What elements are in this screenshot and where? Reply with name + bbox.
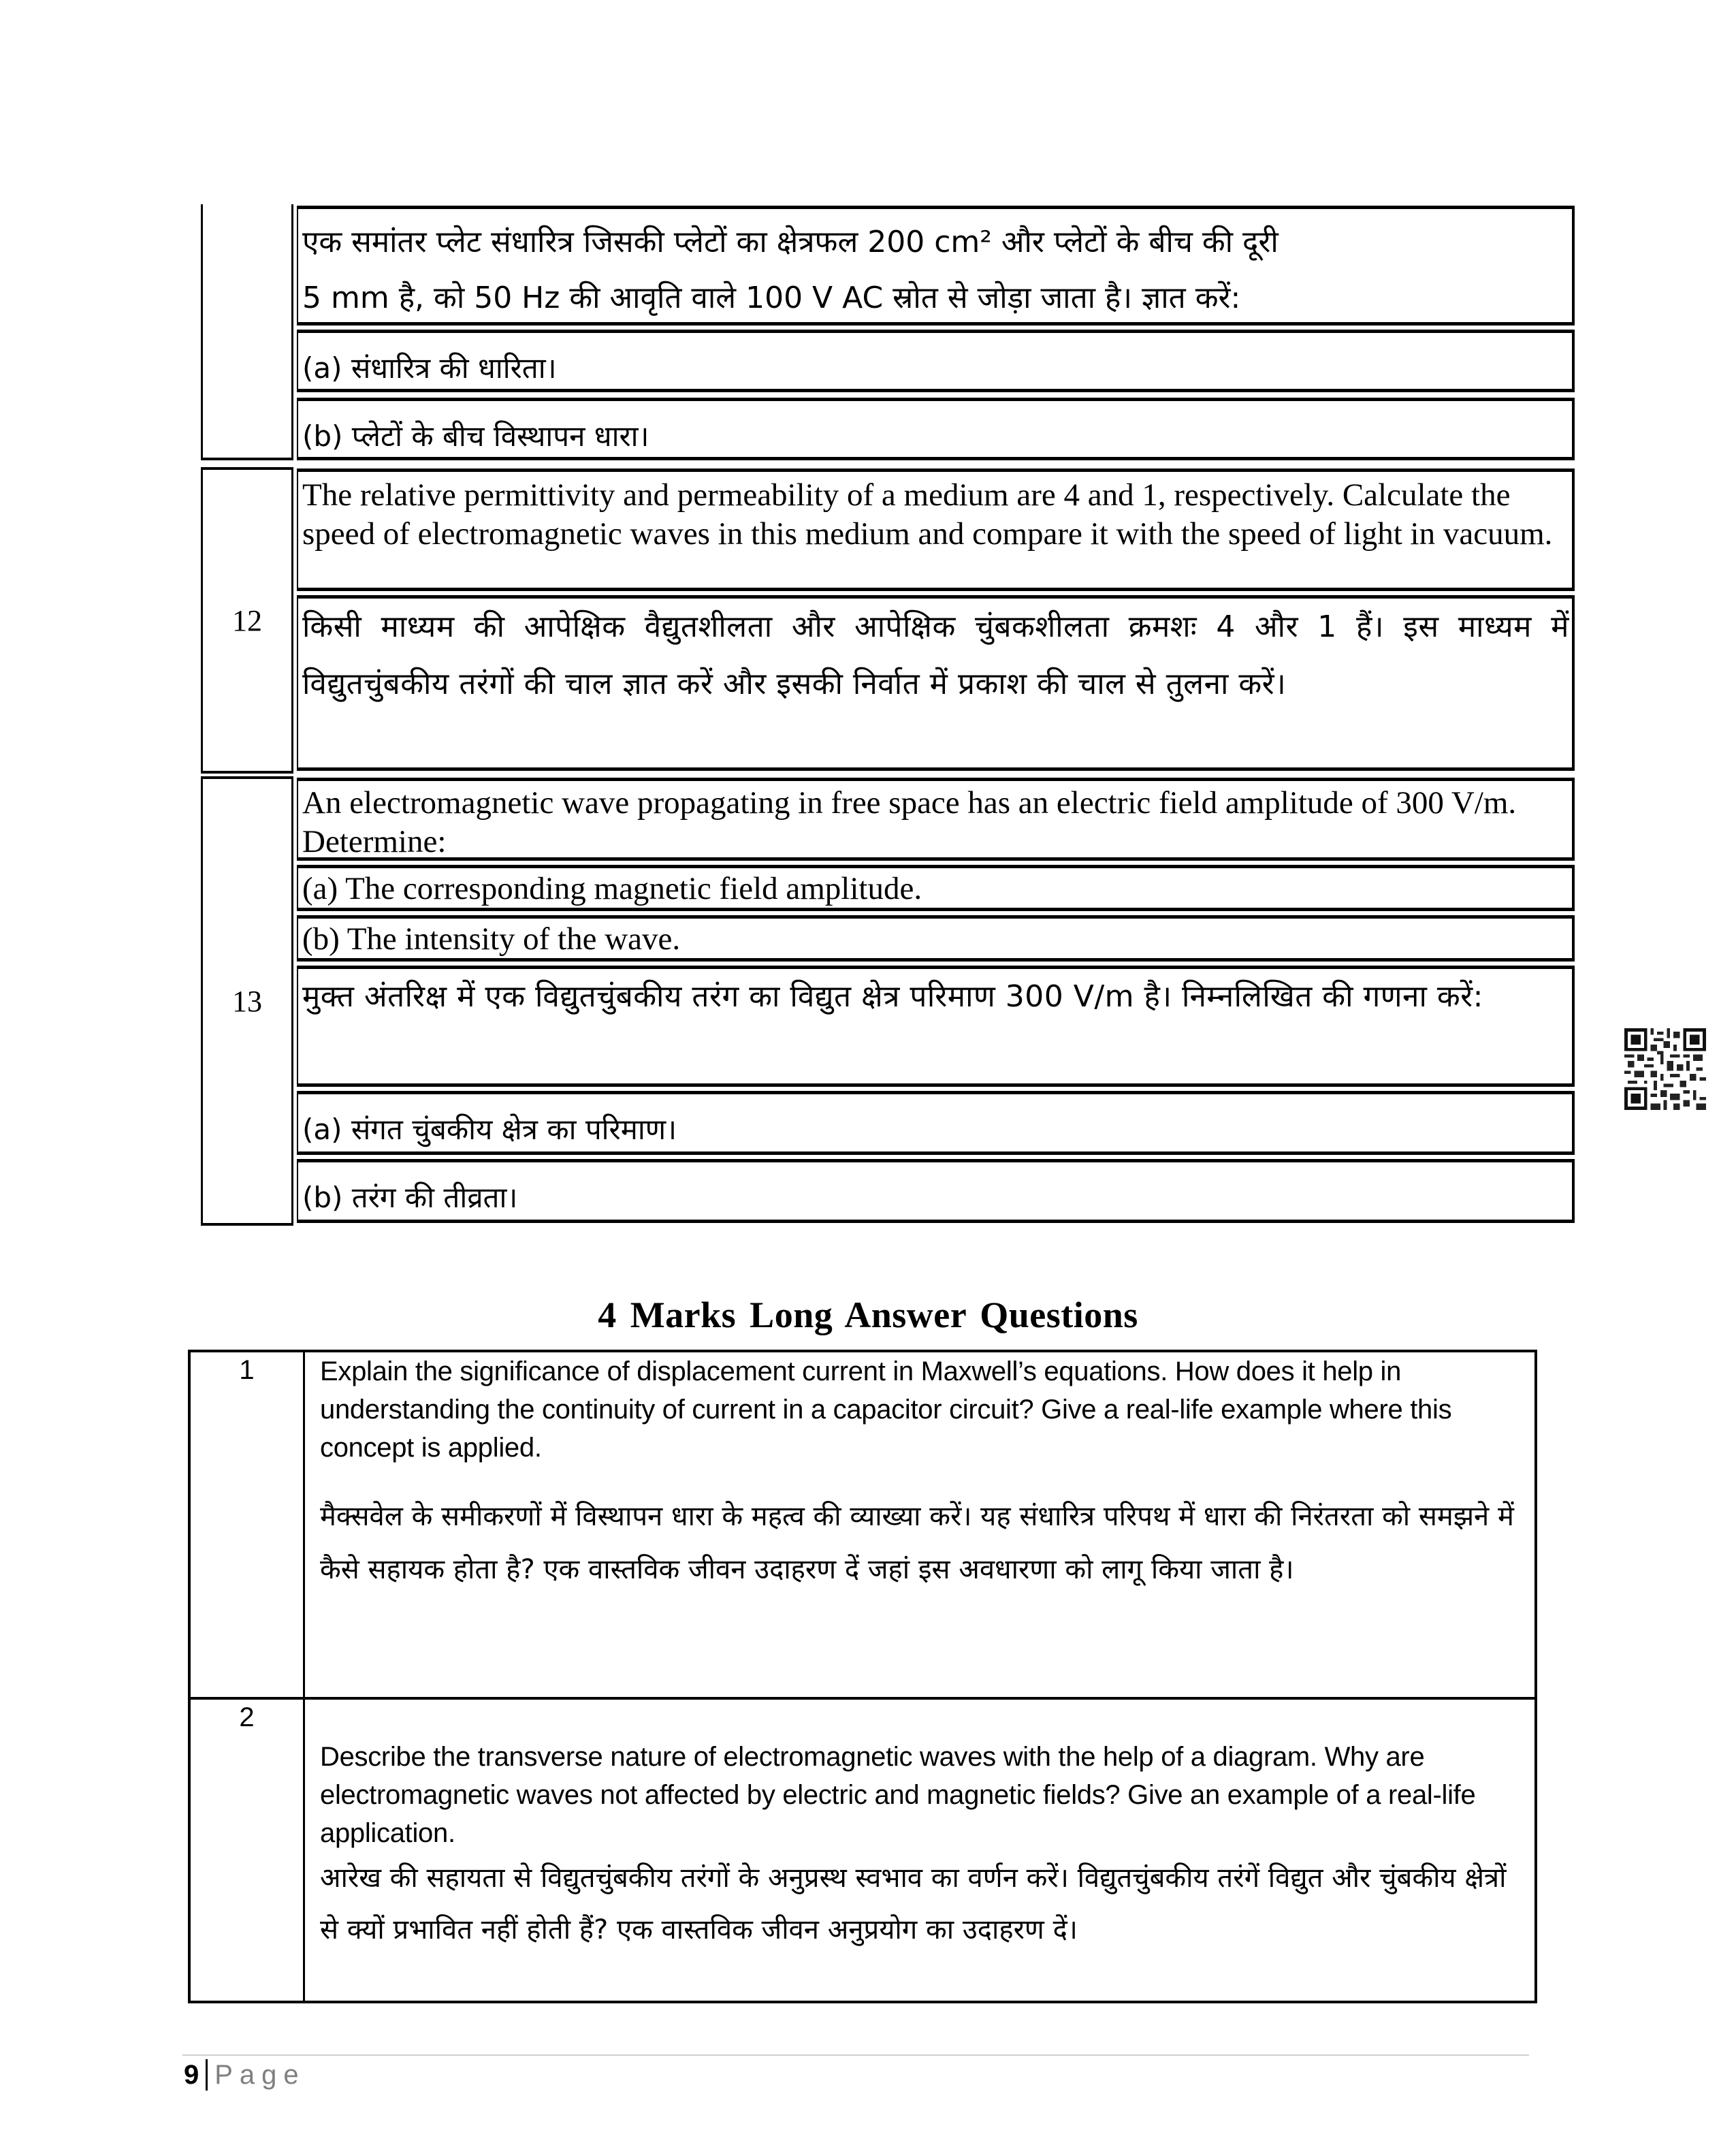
footer-separator (206, 2059, 208, 2091)
q13-part-a-english: (a) The corresponding magnetic field amplitude. (302, 871, 922, 906)
q12-stem-hindi-cell (297, 595, 1575, 771)
question-text-hindi: मैक्सवेल के समीकरणों में विस्थापन धारा के महत्व की व्याख्या करें। यह संधारित्र परिपथ में धारा की निरंतरता को समझने में कैसे सहायक होता है? एक वास्तविक जीवन उदाहरण दें जहां इस अवधारणा को लागू किया जाता है। (320, 1501, 1514, 1585)
footer-divider (182, 2054, 1529, 2056)
q12-stem-english: The relative permittivity and permeability of a medium are 4 and 1, respectively. Calculate the speed of electromagnetic waves in this medium and compare it with the speed of light in vacuum. (302, 477, 1553, 552)
q12-stem-english-cell (297, 468, 1575, 591)
page-label: Page (214, 2059, 306, 2090)
question-number: 2 (191, 1700, 305, 2001)
q13-stem-english-cell (297, 778, 1575, 861)
q11-stem-hindi-line2: 5 mm है, को 50 Hz की आवृति वाले 100 V AC स्रोत से जोड़ा जाता है। ज्ञात करें: (302, 281, 1241, 315)
question-number: 1 (191, 1352, 305, 1697)
q11-part-b-hindi: (b) प्लेटों के बीच विस्थापन धारा। (302, 419, 649, 453)
q12-stem-hindi: किसी माध्यम की आपेक्षिक वैद्युतशीलता और आपेक्षिक चुंबकशीलता क्रमशः 4 और 1 हैं। इस माध्यम में विद्युतचुंबकीय तरंगों की चाल ज्ञात करें और इसकी निर्वात में प्रकाश की चाल से तुलना करें। (302, 609, 1569, 701)
q11-part-a-hindi: (a) संधारित्र की धारिता। (302, 351, 557, 385)
q11-stem-hindi-cell (297, 206, 1575, 325)
question-text-english: Explain the significance of displacement current in Maxwell’s equations. How does it help in understanding the continuity of current in a capacitor circuit? Give a real-life example where this concept is applied. (320, 1356, 1452, 1463)
question-number-cell (201, 776, 293, 1226)
question-body (320, 1738, 1514, 1956)
page-number: 9 (184, 2059, 199, 2090)
q13-part-b-hindi-cell (297, 1159, 1575, 1223)
q11-stem-hindi-line1: एक समांतर प्लेट संधारित्र जिसकी प्लेटों का क्षेत्रफल 200 cm² और प्लेटों के बीच की दूरी (302, 225, 1279, 259)
q13-part-a-hindi-cell (297, 1091, 1575, 1155)
table-row (191, 1352, 1534, 1700)
q13-part-a-english-cell (297, 865, 1575, 911)
question-text-english: Describe the transverse nature of electromagnetic waves with the help of a diagram. Why are electromagnetic waves not affected by electric and magnetic fields? Give an example of a real-life application. (320, 1742, 1476, 1848)
q13-stem-hindi: मुक्त अंतरिक्ष में एक विद्युतचुंबकीय तरंग का विद्युत क्षेत्र परिमाण 300 V/m है। निम्नलिखित की गणना करें: (302, 979, 1483, 1014)
q11-part-b-hindi-cell (297, 398, 1575, 460)
q13-part-b-english-cell (297, 915, 1575, 962)
question-number: 12 (232, 603, 262, 637)
question-number-cell (201, 467, 293, 774)
question-text-hindi: आरेख की सहायता से विद्युतचुंबकीय तरंगों के अनुप्रस्थ स्वभाव का वर्णन करें। विद्युतचुंबकीय तरंगें विद्युत और चुंबकीय क्षेत्रों से क्यों प्रभावित नहीं होती हैं? एक वास्तविक जीवन अनुप्रयोग का उदाहरण दें। (320, 1862, 1507, 1945)
q13-stem-hindi-cell (297, 966, 1575, 1087)
long-answer-table (188, 1350, 1537, 2003)
q11-part-a-hindi-cell (297, 330, 1575, 392)
q13-part-a-hindi: (a) संगत चुंबकीय क्षेत्र का परिमाण। (302, 1113, 677, 1146)
question-body (320, 1352, 1514, 1596)
q13-stem-english: An electromagnetic wave propagating in free space has an electric field amplitude of 300 V/m. Determine: (302, 785, 1517, 859)
q13-part-b-english: (b) The intensity of the wave. (302, 921, 681, 957)
section-heading: 4 Marks Long Answer Questions (598, 1294, 1138, 1335)
q13-part-b-hindi: (b) तरंग की तीव्रता। (302, 1181, 518, 1214)
table-row (191, 1700, 1534, 2001)
page-footer (184, 2059, 306, 2091)
question-number: 13 (232, 984, 262, 1018)
qr-code-icon (1624, 1028, 1706, 1110)
question-number-cell (201, 204, 293, 460)
